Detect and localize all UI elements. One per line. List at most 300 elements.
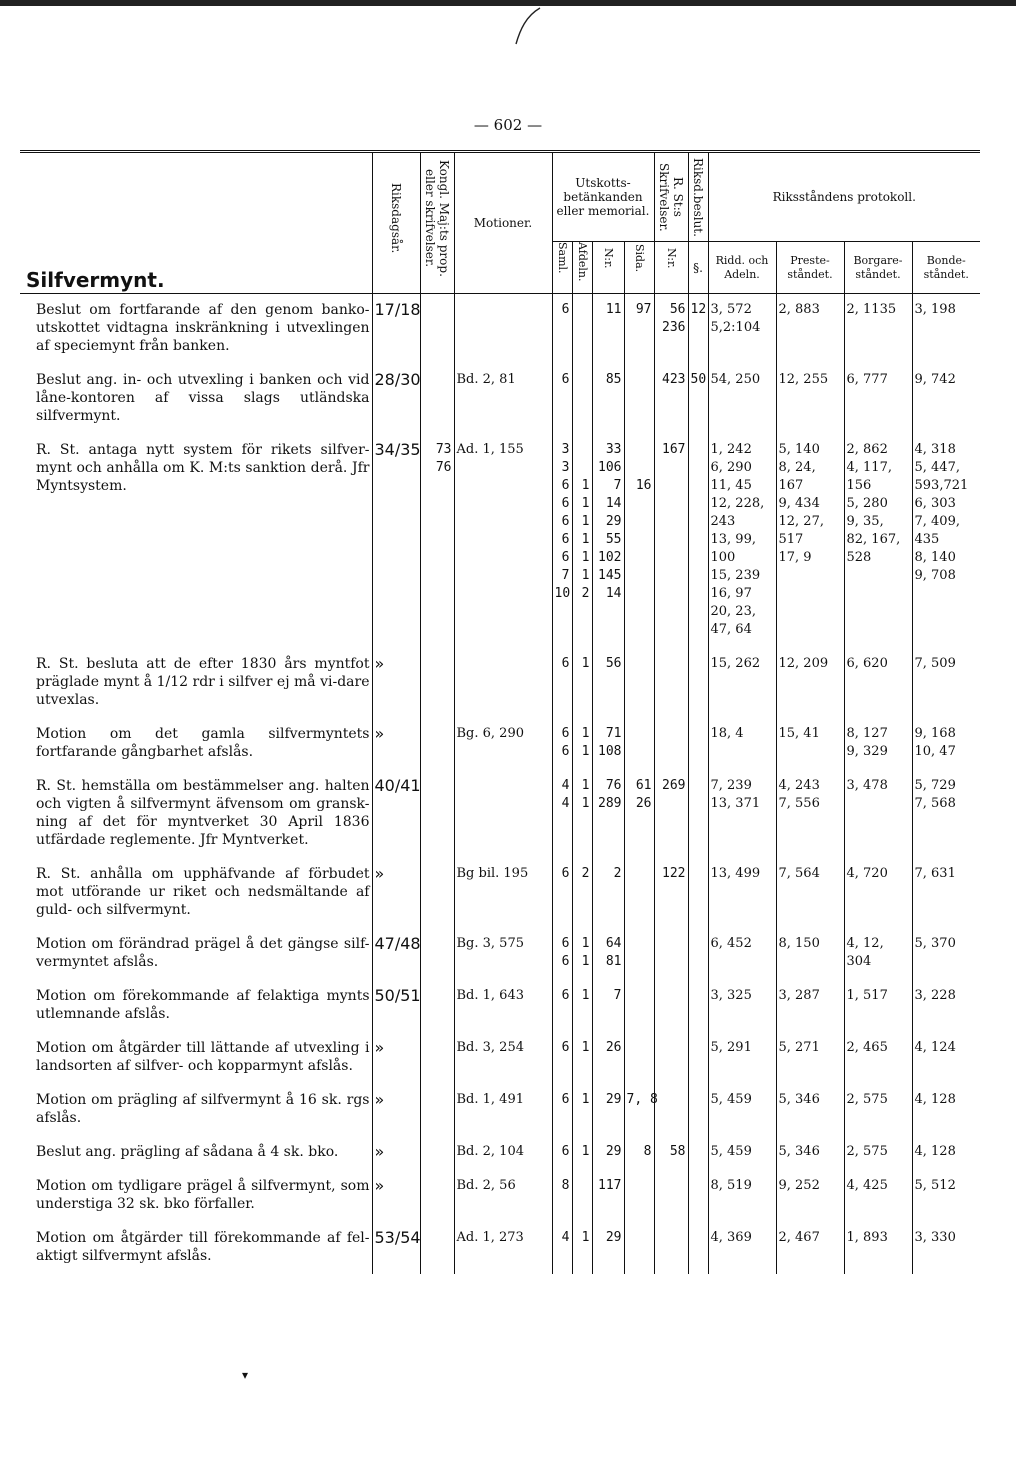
cell-value: 1, 517 <box>846 988 888 1003</box>
cell-value: 1 <box>581 988 590 1003</box>
cell-value: 3, 325 <box>710 988 752 1003</box>
cell-value: 16 <box>635 478 652 493</box>
header-beslut-nr: N:r. <box>654 242 688 294</box>
cell-beslut-par <box>688 364 708 434</box>
cell-beslut-nr <box>654 980 688 1032</box>
cell-value: 1 <box>581 726 590 741</box>
cell-prest <box>776 928 844 980</box>
cell-sida <box>624 294 654 365</box>
cell-prest <box>776 1032 844 1084</box>
cell-prop <box>420 1032 454 1084</box>
cell-value: 76 <box>435 460 452 475</box>
cell-beslut-par <box>688 1170 708 1222</box>
cell-value: 58 <box>669 1144 686 1159</box>
cell-nr <box>592 858 624 928</box>
cell-saml <box>552 858 572 928</box>
cell-beslut-nr <box>654 1136 688 1170</box>
entry-description: Motion om åtgärder till lättande af utvexling i landsorten af silfver- och kopparmynt afslås. <box>36 1040 370 1074</box>
cell-value: 6, 620 <box>846 656 888 671</box>
cell-sida <box>624 648 654 718</box>
cell-ridd <box>708 858 776 928</box>
cell-year: 47/48 <box>372 928 420 980</box>
entry-description: Motion om åtgärder till förekommande af fel-aktigt silfvermynt afslås. <box>36 1230 370 1264</box>
cell-ridd <box>708 980 776 1032</box>
cell-borg <box>844 718 912 770</box>
cell-value: 6 <box>561 1092 570 1107</box>
cell-value: 6 <box>561 1144 570 1159</box>
cell-nr <box>592 364 624 434</box>
cell-ridd <box>708 1032 776 1084</box>
cell-value: 54, 250 <box>710 372 761 387</box>
cell-value: 11, 45 <box>710 478 752 493</box>
cell-prop <box>420 294 454 365</box>
cell-afdeln <box>572 770 592 858</box>
cell-value: 15, 41 <box>778 726 820 741</box>
cell-prop <box>420 1084 454 1136</box>
table-row <box>20 770 980 858</box>
section-title-cell <box>20 152 372 294</box>
cell-borg <box>844 1222 912 1274</box>
entry-description: Motion om förändrad prägel å det gängse silf-vermyntet afslås. <box>36 936 370 970</box>
cell-motion: Bg. 3, 575 <box>454 928 552 980</box>
header-bond: Bonde-ståndet. <box>912 242 980 294</box>
header-prest: Preste-ståndet. <box>776 242 844 294</box>
table-row <box>20 718 980 770</box>
cell-value: 1 <box>581 656 590 671</box>
cell-value: 5, 346 <box>778 1144 820 1159</box>
cell-ridd <box>708 718 776 770</box>
cell-saml <box>552 980 572 1032</box>
cell-value: 4 <box>561 1230 570 1245</box>
cell-value: 7, 631 <box>914 866 956 881</box>
cell-value: 29 <box>605 1144 622 1159</box>
cell-year: » <box>372 648 420 718</box>
cell-value: 1 <box>581 514 590 529</box>
cell-value: 64 <box>605 936 622 951</box>
cell-nr <box>592 1170 624 1222</box>
cell-ridd <box>708 1084 776 1136</box>
cell-value: 1, 893 <box>846 1230 888 1245</box>
cell-sida <box>624 434 654 648</box>
cell-saml <box>552 770 572 858</box>
cell-ridd <box>708 1136 776 1170</box>
cell-value: 9, 168 <box>914 726 956 741</box>
cell-prest <box>776 1136 844 1170</box>
cell-bond <box>912 648 980 718</box>
cell-value: 517 <box>778 532 804 547</box>
page-number: — 602 — <box>473 116 543 134</box>
cell-value: 82, 167, <box>846 532 901 547</box>
cell-value: 9, 329 <box>846 744 888 759</box>
cell-prest <box>776 1084 844 1136</box>
cell-beslut-nr <box>654 364 688 434</box>
cell-value: 528 <box>846 550 872 565</box>
cell-nr <box>592 294 624 365</box>
cell-motion: Bd. 1, 491 <box>454 1084 552 1136</box>
cell-value: 423 <box>662 372 686 387</box>
register-table <box>20 150 980 1274</box>
cell-saml <box>552 928 572 980</box>
cell-year: 50/51 <box>372 980 420 1032</box>
cell-value: 18, 4 <box>710 726 744 741</box>
cell-value: 6 <box>561 478 570 493</box>
entry-description: Beslut om fortfarande af den genom banko-utskottet vidtagna inskränkning i utvexlingen af speciemynt från banken. <box>36 302 370 354</box>
cell-sida <box>624 1084 658 1136</box>
cell-motion: Ad. 1, 273 <box>454 1222 552 1274</box>
cell-year: 34/35 <box>372 434 420 648</box>
cell-value <box>627 441 652 459</box>
cell-beslut-par <box>688 980 708 1032</box>
cell-beslut-par <box>688 1136 708 1170</box>
cell-prest <box>776 718 844 770</box>
cell-value: 85 <box>605 372 622 387</box>
cell-prest <box>776 364 844 434</box>
cell-afdeln <box>572 1222 592 1274</box>
header-afdeln: Afdeln. <box>572 242 592 294</box>
cell-value: 8 <box>643 1144 652 1159</box>
cell-value: 2, 862 <box>846 442 888 457</box>
cell-value: 56 <box>669 302 686 317</box>
cell-value: 1 <box>581 1230 590 1245</box>
cell-value: 6 <box>561 550 570 565</box>
cell-value: 5, 271 <box>778 1040 820 1055</box>
cell-value: 10, 47 <box>914 744 956 759</box>
cell-value: 6, 303 <box>914 496 956 511</box>
cell-value: 9, 742 <box>914 372 956 387</box>
cell-value: 12 <box>690 302 707 317</box>
cell-value: 15, 262 <box>710 656 761 671</box>
cell-value: 1 <box>581 550 590 565</box>
cell-value: 5, 291 <box>710 1040 752 1055</box>
entry-description: Beslut ang. in- och utvexling i banken och vid låne-kontoren af vissa slags utländska silfvermynt. <box>36 372 370 424</box>
cell-ridd <box>708 928 776 980</box>
cell-value: 7, 568 <box>914 796 956 811</box>
cell-borg <box>844 980 912 1032</box>
cell-value: 3, 228 <box>914 988 956 1003</box>
cell-sida <box>624 1136 654 1170</box>
cell-value: 8, 24, <box>778 460 816 475</box>
cell-value: 156 <box>846 478 872 493</box>
stray-mark: ▾ <box>242 1368 249 1382</box>
cell-value: 7, 509 <box>914 656 956 671</box>
cell-value: 1 <box>581 796 590 811</box>
entry-description: R. St. hemställa om bestämmelser ang. halten och vigten å silfvermynt äfvensom om gransk-ning af det för myntverket 30 April 1836 utfärdade reglemente. Jfr Myntverket. <box>36 778 370 848</box>
cell-beslut-nr <box>654 928 688 980</box>
cell-value: 97 <box>635 302 652 317</box>
header-committee: Utskotts-betänkanden eller memorial. <box>552 152 654 242</box>
cell-value: 81 <box>605 954 622 969</box>
cell-value: 14 <box>605 586 622 601</box>
cell-value: 6 <box>561 726 570 741</box>
table-row <box>20 928 980 980</box>
cell-prop <box>420 980 454 1032</box>
cell-value <box>627 459 652 477</box>
cell-afdeln <box>572 928 592 980</box>
cell-sida <box>624 770 654 858</box>
cell-value: 1 <box>581 478 590 493</box>
cell-value: 2 <box>581 866 590 881</box>
cell-afdeln <box>572 648 592 718</box>
table-row <box>20 364 980 434</box>
cell-sida <box>624 1222 654 1274</box>
cell-value: 29 <box>605 1230 622 1245</box>
cell-borg <box>844 858 912 928</box>
cell-sida <box>624 1032 654 1084</box>
cell-beslut-nr <box>654 648 688 718</box>
cell-year: 40/41 <box>372 770 420 858</box>
cell-beslut-par <box>688 294 708 365</box>
cell-year: 53/54 <box>372 1222 420 1274</box>
header-skrif: R. St:s Skrifvelser. <box>654 152 688 242</box>
cell-value: 5, 459 <box>710 1144 752 1159</box>
cell-value: 29 <box>605 1092 622 1107</box>
cell-beslut-nr <box>654 770 688 858</box>
cell-value: 4, 12, <box>846 936 884 951</box>
cell-value: 17, 9 <box>778 550 812 565</box>
cell-prest <box>776 1170 844 1222</box>
cell-value: 3, 478 <box>846 778 888 793</box>
cell-value: 6 <box>561 988 570 1003</box>
cell-prest <box>776 294 844 365</box>
header-sida: Sida. <box>624 242 654 294</box>
entry-description: R. St. besluta att de efter 1830 års myntfot präglade mynt å 1/12 rdr i silfver ej må vi-dare utvexlas. <box>36 656 370 708</box>
cell-value: 5, 140 <box>778 442 820 457</box>
cell-prop <box>420 648 454 718</box>
cell-value: 6, 777 <box>846 372 888 387</box>
header-row-1 <box>20 152 980 242</box>
header-beslut: Riksd.beslut. <box>688 152 708 242</box>
cell-bond <box>912 928 980 980</box>
cell-value: 1 <box>581 954 590 969</box>
table-row <box>20 858 980 928</box>
cell-value <box>575 459 590 477</box>
cell-value: 9, 708 <box>914 568 956 583</box>
cell-beslut-nr <box>654 1222 688 1274</box>
cell-value: 61 <box>635 778 652 793</box>
cell-beslut-par <box>688 1032 708 1084</box>
header-ridd: Ridd. och Adeln. <box>708 242 776 294</box>
cell-nr <box>592 928 624 980</box>
cell-motion: Bd. 2, 81 <box>454 364 552 434</box>
cell-bond <box>912 1032 980 1084</box>
cell-value: 4, 318 <box>914 442 956 457</box>
header-protocol: Riksståndens protokoll. <box>708 152 980 242</box>
cell-value: 5,2:104 <box>710 320 761 335</box>
cell-prop <box>420 770 454 858</box>
cell-value: 4, 128 <box>914 1092 956 1107</box>
cell-value: 269 <box>662 778 686 793</box>
cell-beslut-nr <box>654 294 688 365</box>
cell-saml <box>552 434 572 648</box>
cell-beslut-par <box>688 858 708 928</box>
header-borg: Borgare-ståndet. <box>844 242 912 294</box>
cell-value: 12, 27, <box>778 514 824 529</box>
cell-prest <box>776 434 844 648</box>
cell-value: 5, 280 <box>846 496 888 511</box>
cell-value: 8, 140 <box>914 550 956 565</box>
table-row <box>20 1032 980 1084</box>
top-rule <box>0 0 1016 6</box>
table-row <box>20 648 980 718</box>
cell-prest <box>776 858 844 928</box>
cell-value: 2 <box>581 586 590 601</box>
cell-saml <box>552 294 572 365</box>
cell-prop <box>420 1170 454 1222</box>
cell-prest <box>776 1222 844 1274</box>
cell-value: 14 <box>605 496 622 511</box>
cell-afdeln <box>572 1136 592 1170</box>
cell-beslut-nr <box>654 1084 688 1136</box>
cell-prop <box>420 1136 454 1170</box>
header-saml: Saml. <box>552 242 572 294</box>
cell-value: 4, 124 <box>914 1040 956 1055</box>
cell-value: 122 <box>662 866 686 881</box>
cell-beslut-par <box>688 434 708 648</box>
cell-value: 2, 465 <box>846 1040 888 1055</box>
cell-value: 2, 575 <box>846 1092 888 1107</box>
cell-value: 7 <box>613 478 622 493</box>
cell-value: 13, 371 <box>710 796 761 811</box>
cell-beslut-par <box>688 928 708 980</box>
cell-value: 12, 228, <box>710 496 765 511</box>
entry-description: Motion om det gamla silfvermyntets fortfarande gångbarhet afslås. <box>36 726 370 760</box>
cell-value: 435 <box>914 532 940 547</box>
cell-motion: Bd. 1, 643 <box>454 980 552 1032</box>
cell-value: 73 <box>435 442 452 457</box>
cell-value: 5, 346 <box>778 1092 820 1107</box>
cell-bond <box>912 980 980 1032</box>
cell-value: 6 <box>561 496 570 511</box>
cell-sida <box>624 1170 654 1222</box>
header-year: Riksdagsår. <box>372 152 420 294</box>
cell-bond <box>912 1136 980 1170</box>
cell-sida <box>624 718 654 770</box>
cell-value: 1 <box>581 778 590 793</box>
entry-description: Motion om tydligare prägel å silfvermynt, som understiga 32 sk. bko förfaller. <box>36 1178 370 1212</box>
cell-value: 7 <box>613 988 622 1003</box>
cell-beslut-nr <box>654 858 688 928</box>
cell-year: » <box>372 1136 420 1170</box>
cell-saml <box>552 364 572 434</box>
cell-year: 28/30 <box>372 364 420 434</box>
cell-value: 106 <box>598 460 622 475</box>
cell-borg <box>844 364 912 434</box>
table-row <box>20 1222 980 1274</box>
entry-description: R. St. anhålla om upphäfvande af förbudet mot utförande ur riket och nedsmältande af guld- och silfvermynt. <box>36 866 370 918</box>
cell-motion: Bg. 6, 290 <box>454 718 552 770</box>
cell-value: 1 <box>581 532 590 547</box>
cell-value: 3, 287 <box>778 988 820 1003</box>
cell-bond <box>912 294 980 365</box>
cell-value: 167 <box>778 478 804 493</box>
cell-prest <box>776 980 844 1032</box>
cell-value: 6 <box>561 514 570 529</box>
cell-value: 6 <box>561 744 570 759</box>
cell-ridd <box>708 770 776 858</box>
cell-afdeln <box>572 364 592 434</box>
cell-value: 26 <box>605 1040 622 1055</box>
cell-year: 17/18 <box>372 294 420 365</box>
cell-value: 5, 459 <box>710 1092 752 1107</box>
cell-afdeln <box>572 718 592 770</box>
table-row <box>20 1084 980 1136</box>
pen-mark <box>512 6 542 46</box>
cell-prop <box>420 928 454 980</box>
cell-value: 6 <box>561 302 570 317</box>
cell-nr <box>592 1222 624 1274</box>
cell-value: 3, 330 <box>914 1230 956 1245</box>
cell-value: 4, 425 <box>846 1178 888 1193</box>
cell-value: 304 <box>846 954 872 969</box>
cell-prop <box>420 1222 454 1274</box>
cell-value: 2, 467 <box>778 1230 820 1245</box>
cell-year: » <box>372 858 420 928</box>
cell-value: 29 <box>605 514 622 529</box>
cell-value: 4, 243 <box>778 778 820 793</box>
cell-prop <box>420 364 454 434</box>
cell-value: 4, 720 <box>846 866 888 881</box>
cell-value <box>575 441 590 459</box>
cell-value: 4, 117, <box>846 460 892 475</box>
cell-motion <box>454 770 552 858</box>
entry-description: Motion om prägling af silfvermynt å 16 sk. rgs afslås. <box>36 1092 370 1126</box>
cell-value: 7, 556 <box>778 796 820 811</box>
cell-value: 10 <box>554 586 571 601</box>
cell-value: 145 <box>598 568 622 583</box>
cell-value: 6 <box>561 936 570 951</box>
cell-value: 1 <box>581 496 590 511</box>
cell-value: 5, 447, <box>914 460 960 475</box>
section-title: Silfvermynt. <box>26 268 165 292</box>
cell-value: 33 <box>605 442 622 457</box>
cell-value: 6 <box>561 532 570 547</box>
cell-value: 167 <box>662 442 686 457</box>
cell-value: 108 <box>598 744 622 759</box>
cell-beslut-par <box>688 718 708 770</box>
cell-value: 117 <box>598 1178 622 1193</box>
cell-value: 16, 97 <box>710 586 752 601</box>
cell-bond <box>912 770 980 858</box>
cell-value: 289 <box>598 796 622 811</box>
cell-beslut-par <box>688 1222 708 1274</box>
cell-value: 50 <box>690 372 707 387</box>
cell-value: 8, 127 <box>846 726 888 741</box>
cell-value: 11 <box>605 302 622 317</box>
cell-value: 26 <box>635 796 652 811</box>
cell-value: 3, 572 <box>710 302 752 317</box>
cell-afdeln <box>572 294 592 365</box>
cell-value: 1 <box>581 1040 590 1055</box>
cell-motion: Bd. 2, 104 <box>454 1136 552 1170</box>
cell-value: 5, 512 <box>914 1178 956 1193</box>
cell-value: 2 <box>613 866 622 881</box>
cell-value: 2, 883 <box>778 302 820 317</box>
cell-value: 236 <box>662 320 686 335</box>
cell-nr <box>592 648 624 718</box>
cell-value: 9, 434 <box>778 496 820 511</box>
cell-nr <box>592 1084 624 1136</box>
cell-prest <box>776 770 844 858</box>
header-beslut-par: §. <box>688 242 708 294</box>
cell-value: 7, 8 <box>626 1092 658 1107</box>
cell-value: 4 <box>561 778 570 793</box>
cell-afdeln <box>572 980 592 1032</box>
cell-value: 6 <box>561 954 570 969</box>
cell-value: 2, 1135 <box>846 302 897 317</box>
cell-value: 2, 575 <box>846 1144 888 1159</box>
cell-value: 1 <box>581 1092 590 1107</box>
cell-afdeln <box>572 1084 592 1136</box>
